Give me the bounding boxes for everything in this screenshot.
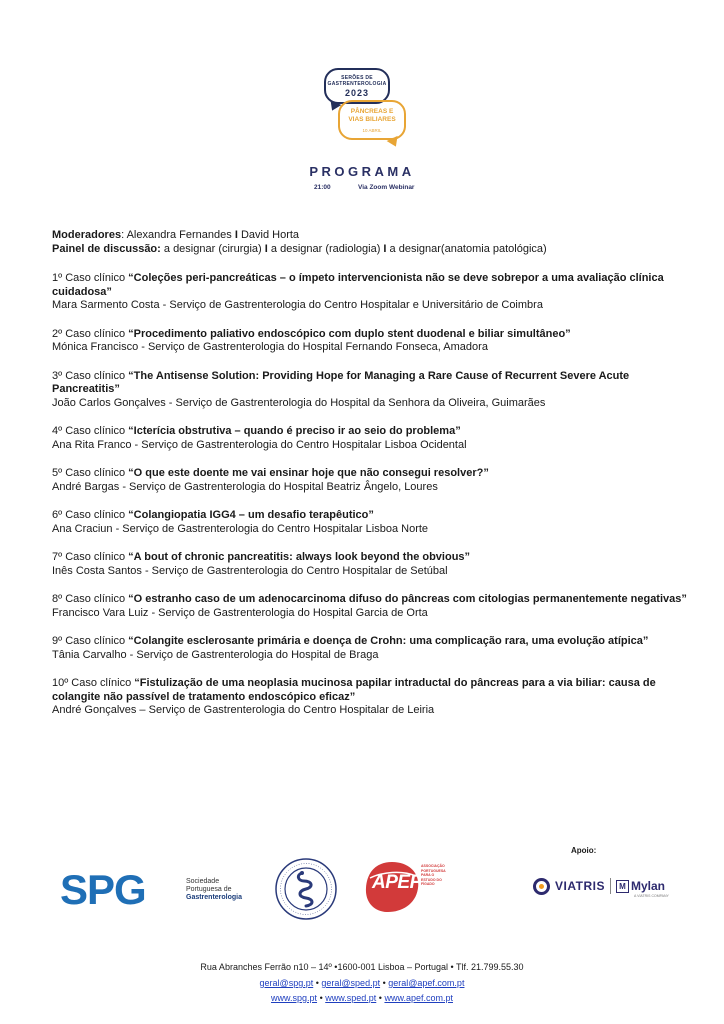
- logo-line2: GASTRENTEROLOGIA: [327, 81, 387, 87]
- spg-logo: [60, 866, 243, 913]
- support-label: Apoio:: [571, 846, 597, 855]
- logo-theme1: PÂNCREAS E: [350, 108, 394, 115]
- mylan-wordmark: Mylan: [630, 879, 665, 893]
- case-item: [52, 509, 692, 536]
- case-presenter: João Carlos Gonçalves - Serviço de Gastrenterologia do Hospital da Senhora da Oliveira, Guimarães: [52, 396, 546, 409]
- case-title-text: “The Antisense Solution: Providing Hope for Managing a Rare Cause of Recurrent Severe Acute Pancreatitis”: [52, 369, 630, 395]
- separator: I: [264, 242, 268, 255]
- apef-logo: [362, 858, 444, 916]
- bullet-separator: •: [378, 993, 382, 1003]
- separator: I: [383, 242, 387, 255]
- logo-line1: SERÕES DE: [341, 75, 373, 81]
- spg-sub-line2: Portuguesa de: [186, 886, 232, 893]
- case-number: 1º Caso clínico: [52, 272, 129, 284]
- logo-theme2: VIAS BILIARES: [348, 116, 396, 123]
- moderator-1: Alexandra Fernandes: [126, 229, 232, 241]
- case-title: [52, 328, 692, 342]
- case-presenter: Mara Sarmento Costa - Serviço de Gastrenterologia do Centro Hospitalar e Universitário de Coimbra: [52, 299, 543, 311]
- case-presenter: Ana Rita Franco - Serviço de Gastrenterologia do Centro Hospitalar Lisboa Ocidental: [52, 438, 467, 451]
- bullet-separator: •: [382, 978, 386, 988]
- mylan-mark-icon: M: [616, 880, 629, 893]
- case-item: [52, 593, 692, 620]
- case-title: [52, 370, 692, 397]
- case-item: [52, 272, 692, 313]
- case-title-text: “Icterícia obstrutiva – quando é preciso ir ao seio do problema”: [128, 425, 461, 437]
- case-presenter: André Bargas - Serviço de Gastrenterologia do Hospital Beatriz Ângelo, Loures: [52, 480, 438, 493]
- spg-wordmark: [60, 868, 146, 912]
- case-title: [52, 551, 692, 565]
- case-title-text: “A bout of chronic pancreatitis: always look beyond the obvious”: [128, 551, 471, 563]
- case-title-text: “Fistulização de uma neoplasia mucinosa papilar intraductal do pâncreas para a via biliar: causa de colangite não passível de tratamento endoscópico eficaz”: [52, 677, 656, 703]
- case-number: 10º Caso clínico: [52, 677, 135, 689]
- logo-date: 10 ABRIL: [362, 128, 382, 133]
- case-number: 9º Caso clínico: [52, 635, 129, 647]
- bullet-separator: •: [315, 978, 319, 988]
- panel-line: [52, 243, 692, 257]
- bullet-separator: •: [319, 993, 323, 1003]
- moderators-label: Moderadores: [52, 229, 122, 241]
- case-item: [52, 467, 692, 494]
- case-item: [52, 551, 692, 578]
- viatris-wordmark: VIATRIS: [555, 879, 605, 893]
- panel-label: Painel de discussão:: [52, 242, 161, 255]
- panel-3: a designar(anatomia patológica): [389, 242, 547, 255]
- case-title: [52, 272, 692, 299]
- panel-2: a designar (radiologia): [270, 242, 381, 255]
- case-item: [52, 370, 692, 411]
- web-link-spg[interactable]: www.spg.pt: [271, 993, 318, 1003]
- web-link-sped[interactable]: www.sped.pt: [325, 993, 377, 1003]
- case-title-text: “Procedimento paliativo endoscópico com duplo stent duodenal e biliar simultâneo”: [128, 327, 571, 340]
- case-presenter: André Gonçalves – Serviço de Gastrenterologia do Centro Hospitalar de Leiria: [52, 704, 435, 716]
- apef-wordmark: APEF: [372, 872, 421, 893]
- case-number: 3º Caso clínico: [52, 369, 129, 382]
- case-number: 5º Caso clínico: [52, 467, 129, 479]
- moderators-line: Moderadores: Alexandra Fernandes I David Horta: [52, 229, 300, 241]
- logo-divider: [610, 878, 611, 894]
- logo-year: 2023: [344, 88, 370, 98]
- apef-subtitle: ASSOCIAÇÃO PORTUGUESA PARA O ESTUDO DO FÍGADO: [421, 864, 446, 886]
- moderator-2: David Horta: [240, 229, 300, 241]
- case-number: 7º Caso clínico: [52, 551, 129, 563]
- case-title: [52, 509, 692, 523]
- footer-emails: [0, 976, 724, 991]
- case-title-text: “Colangite esclerosante primária e doença de Crohn: uma complicação rara, uma evolução atípica”: [128, 635, 649, 647]
- panel-1: a designar (cirurgia): [163, 242, 262, 255]
- sped-seal-icon: [274, 857, 338, 921]
- case-title-text: “Colangiopatia IGG4 – um desafio terapêutico”: [128, 509, 374, 521]
- spg-letters: SPG: [60, 866, 146, 913]
- case-title-text: “Coleções peri-pancreáticas – o ímpeto intervencionista não se deve sobrepor a uma avaliação clínica cuidadosa”: [52, 272, 664, 298]
- speech-bubble-gold: [338, 100, 406, 140]
- case-title: [52, 593, 692, 607]
- case-title: [52, 635, 692, 649]
- case-item: [52, 635, 692, 662]
- case-title: [52, 677, 692, 704]
- footer-address: Rua Abranches Ferrão n10 – 14º •1600-001 Lisboa – Portugal • Tlf. 21.799.55.30: [200, 962, 524, 972]
- page-title: PROGRAMA: [309, 164, 415, 179]
- viatris-mark-icon: [533, 878, 550, 895]
- separator: I: [234, 229, 238, 241]
- case-item: [52, 677, 692, 718]
- case-item: [52, 328, 692, 355]
- footer-websites: [0, 991, 724, 1006]
- program-body: [52, 229, 692, 718]
- web-link-apef[interactable]: www.apef.com.pt: [384, 993, 453, 1003]
- event-logo: [318, 62, 410, 162]
- case-presenter: Tânia Carvalho - Serviço de Gastrenterologia do Hospital de Braga: [52, 648, 379, 661]
- case-title: [52, 425, 692, 439]
- case-number: 6º Caso clínico: [52, 509, 129, 521]
- case-item: [52, 425, 692, 452]
- case-presenter: Inês Costa Santos - Serviço de Gastrenterologia do Centro Hospitalar de Setúbal: [52, 564, 448, 577]
- event-time: 21:00: [314, 184, 331, 191]
- spg-subtitle: [186, 878, 276, 902]
- event-platform: Via Zoom Webinar: [358, 184, 415, 191]
- speech-bubble-navy: [324, 68, 390, 104]
- email-link-apef[interactable]: geral@apef.com.pt: [388, 978, 465, 988]
- case-presenter: Francisco Vara Luiz - Serviço de Gastrenterologia do Hospital Garcia de Orta: [52, 606, 428, 619]
- viatris-mylan-logo: [533, 876, 665, 896]
- case-number: 8º Caso clínico: [52, 593, 129, 605]
- case-number: 2º Caso clínico: [52, 327, 129, 340]
- case-title-text: “O que este doente me vai ensinar hoje que não consegui resolver?”: [128, 467, 489, 479]
- spg-sub-line3: Gastrenterologia: [186, 894, 243, 901]
- email-link-spg[interactable]: geral@spg.pt: [259, 978, 314, 988]
- case-presenter: Mónica Francisco - Serviço de Gastrenterologia do Hospital Fernando Fonseca, Amadora: [52, 341, 488, 353]
- case-title-text: “O estranho caso de um adenocarcinoma difuso do pâncreas com citologias permanentemente negativas”: [128, 593, 687, 605]
- email-link-sped[interactable]: geral@sped.pt: [321, 978, 381, 988]
- spg-sub-line1: Sociedade: [186, 878, 220, 885]
- case-title: [52, 467, 692, 481]
- case-presenter: Ana Craciun - Serviço de Gastrenterologia do Centro Hospitalar Lisboa Norte: [52, 522, 429, 535]
- mylan-subtitle: A VIATRIS COMPANY: [634, 894, 669, 898]
- case-number: 4º Caso clínico: [52, 425, 129, 437]
